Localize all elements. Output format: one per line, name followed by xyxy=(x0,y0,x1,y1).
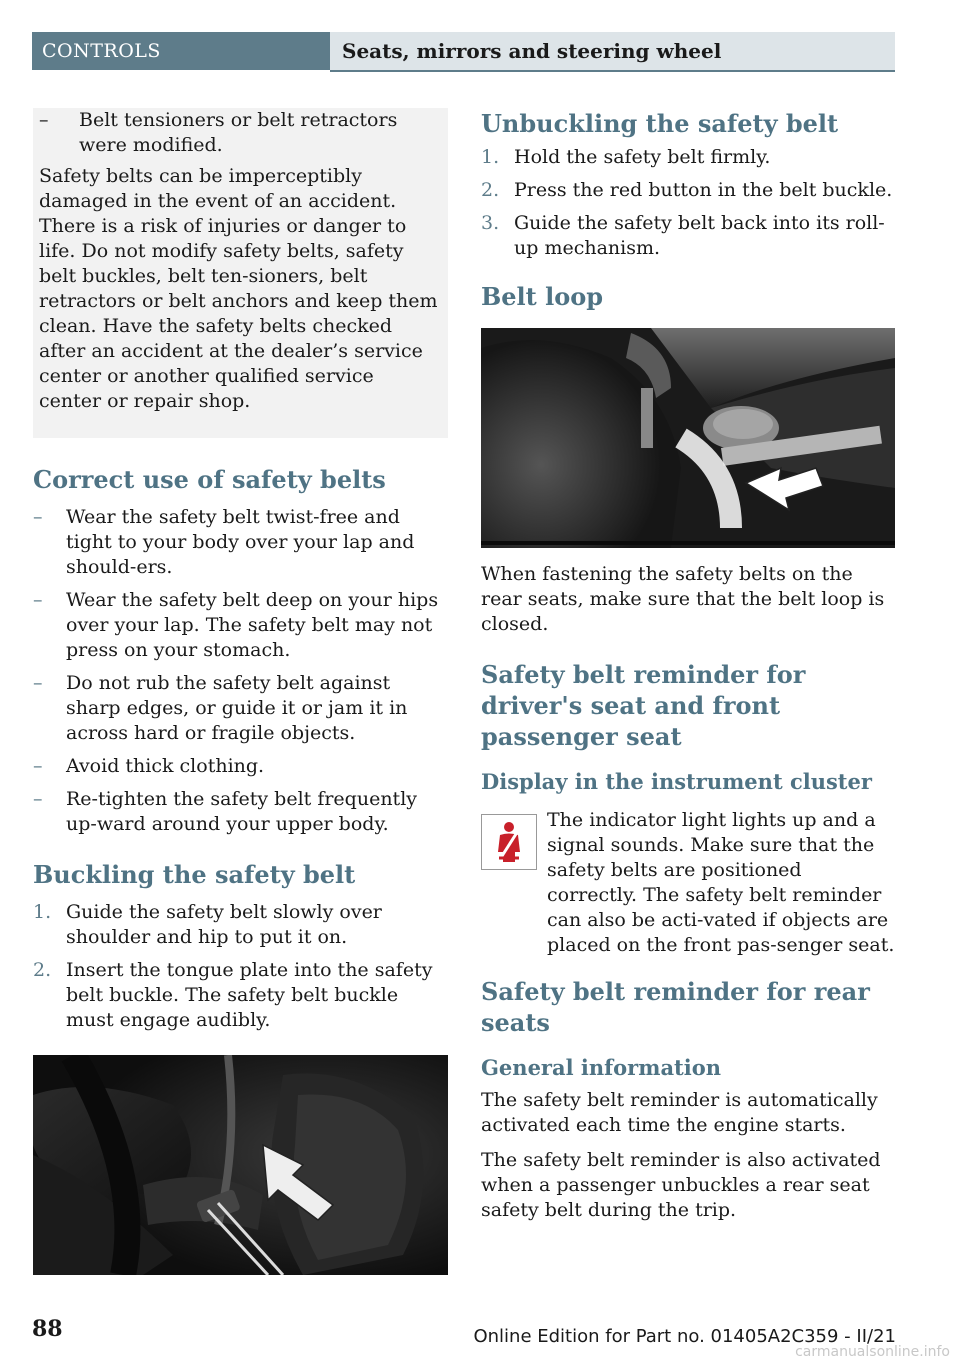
subheading-instrument-cluster: Display in the instrument cluster xyxy=(481,769,872,794)
dash-bullet: – xyxy=(33,589,43,611)
heading-correct-use: Correct use of safety belts xyxy=(33,465,386,494)
step-number: 3. xyxy=(481,212,500,234)
step-text: Hold the safety belt firmly. xyxy=(514,146,771,168)
seatbelt-warning-icon xyxy=(481,814,537,870)
heading-buckling: Buckling the safety belt xyxy=(33,860,356,889)
seatbelt-person-icon xyxy=(489,820,529,864)
indicator-block xyxy=(481,808,895,958)
belt-loop-text: When fastening the safety belts on the rear seats, make sure that the belt loop is closed. xyxy=(481,563,885,635)
step-text: Guide the safety belt back into its roll‐up mechanism. xyxy=(514,212,885,259)
heading-unbuckling: Unbuckling the safety belt xyxy=(481,109,839,138)
step-text: Guide the safety belt slowly over shoulder and hip to put it on. xyxy=(66,901,382,948)
list-item-text: Do not rub the safety belt against sharp edges, or guide it or jam it in across hard or fragile objects. xyxy=(66,672,408,744)
list-item xyxy=(33,588,448,663)
list-item xyxy=(33,671,448,746)
list-item xyxy=(33,754,448,779)
page-number: 88 xyxy=(32,1316,63,1342)
step-number: 2. xyxy=(481,179,500,201)
page-header xyxy=(32,32,895,70)
dash-bullet: – xyxy=(39,109,49,131)
section-tab[interactable]: CONTROLS xyxy=(32,32,330,70)
right-column xyxy=(481,108,895,1233)
belt-loop-illustration xyxy=(481,328,895,548)
header-rule xyxy=(330,70,895,72)
list-item-text: Avoid thick clothing. xyxy=(66,755,265,777)
seat-buckle-illustration xyxy=(33,1055,448,1275)
subheading-general-information: General information xyxy=(481,1055,722,1080)
heading-reminder-rear: Safety belt reminder for rear seats xyxy=(481,977,870,1037)
step-text: Insert the tongue plate into the safety belt buckle. The safety belt buckle must engage audibly. xyxy=(66,959,433,1031)
buckling-photo xyxy=(33,1055,448,1275)
note-dash-text: Belt tensioners or belt retractors were modified. xyxy=(79,109,398,156)
correct-use-list xyxy=(33,505,448,837)
list-item-text: Wear the safety belt deep on your hips over your lap. The safety belt may not press on your stomach. xyxy=(66,589,439,661)
watermark[interactable]: carmanualsonline.info xyxy=(795,1344,950,1360)
rear-reminder-paragraph-1: The safety belt reminder is automatically activated each time the engine starts. xyxy=(481,1089,878,1136)
edition-footer: Online Edition for Part no. 01405A2C359 - II/21 xyxy=(473,1326,896,1347)
heading-reminder-front: Safety belt reminder for driver's seat and front passenger seat xyxy=(481,660,806,751)
dash-bullet: – xyxy=(33,672,43,694)
list-item-text: Wear the safety belt twist-free and tight to your body over your lap and should‐ers. xyxy=(66,506,415,578)
step-item xyxy=(481,211,895,261)
indicator-text: The indicator light lights up and a signal sounds. Make sure that the safety belts are positioned correctly. The safety belt reminder can also be acti‐vated if objects are placed on the front pas‐senger seat. xyxy=(547,809,895,956)
note-paragraph: Safety belts can be imperceptibly damaged in the event of an accident. There is a risk of injuries or danger to life. Do not modify safety belts, safety belt buckles, belt ten‐sioners, belt retractors or belt anchors and keep them clean. Have the safety belts checked after an accident at the dealer’s service center or another qualified service center or repair shop. xyxy=(39,165,438,412)
belt-loop-photo xyxy=(481,328,895,548)
step-number: 2. xyxy=(33,959,52,981)
dash-bullet: – xyxy=(33,755,43,777)
heading-belt-loop: Belt loop xyxy=(481,282,604,311)
dash-bullet: – xyxy=(33,788,43,810)
step-text: Press the red button in the belt buckle. xyxy=(514,179,893,201)
step-item xyxy=(481,145,895,170)
dash-bullet: – xyxy=(33,506,43,528)
step-item xyxy=(33,958,448,1033)
unbuckling-steps xyxy=(481,145,895,261)
step-number: 1. xyxy=(481,146,500,168)
chapter-title: Seats, mirrors and steering wheel xyxy=(330,32,895,70)
rear-reminder-paragraph-2: The safety belt reminder is also activated when a passenger unbuckles a rear seat safety belt during the trip. xyxy=(481,1149,881,1221)
step-number: 1. xyxy=(33,901,52,923)
step-item xyxy=(33,900,448,950)
left-column xyxy=(33,108,448,1275)
list-item-text: Re-tighten the safety belt frequently up‐ward around your upper body. xyxy=(66,788,417,835)
list-item xyxy=(33,505,448,580)
list-item xyxy=(33,787,448,837)
step-item xyxy=(481,178,895,203)
warning-note xyxy=(33,108,448,438)
buckling-steps xyxy=(33,900,448,1033)
note-dash-item xyxy=(39,108,440,158)
